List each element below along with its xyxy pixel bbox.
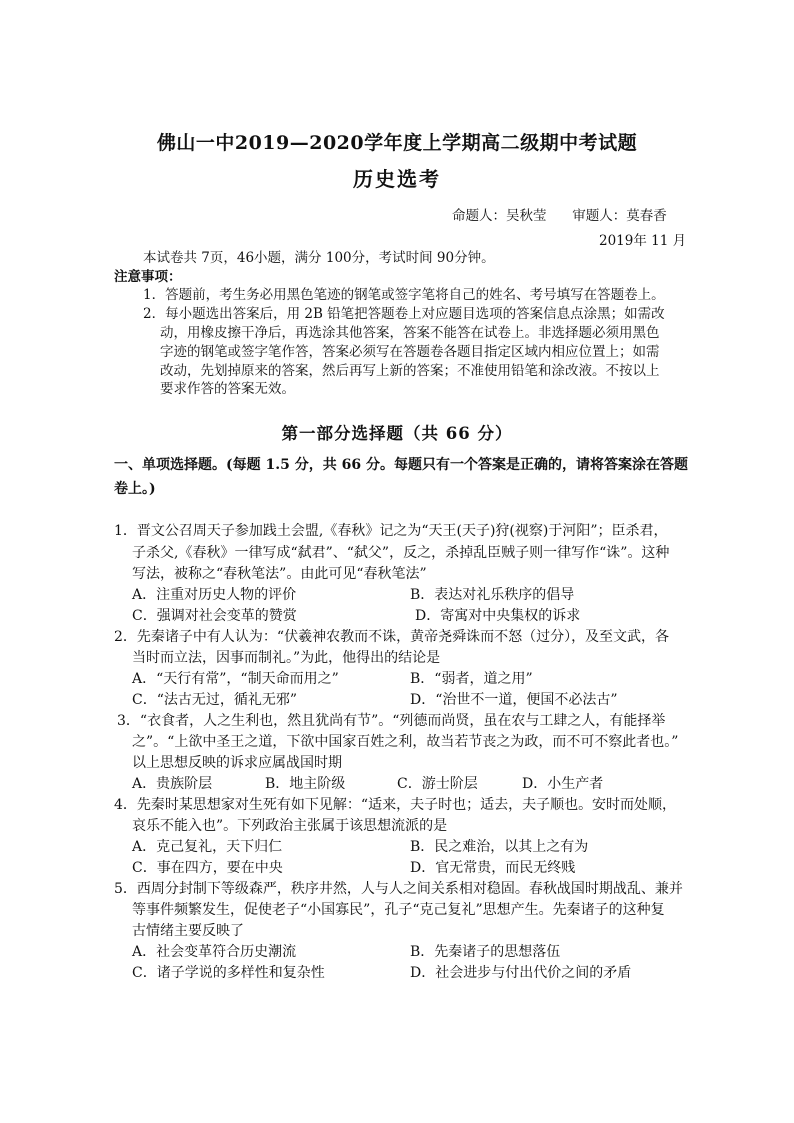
- q2-option-d: D．“治世不一道，便国不必法古”: [410, 692, 618, 708]
- q2-option-a: A．“天行有常”，“制天命而用之”: [132, 671, 339, 687]
- question-2-line: 当时而立法，因事而制礼。”为此，他得出的结论是: [132, 650, 441, 666]
- q3-option-a: A．贵族阶层: [132, 776, 213, 792]
- part-title: 第一部分选择题（共 66 分）: [281, 424, 513, 443]
- question-2-line: 2．先秦诸子中有人认为：“伏羲神农教而不诛，黄帝尧舜诛而不怒（过分），及至文武，各: [114, 629, 670, 645]
- question-3-line: 以上思想反映的诉求应属战国时期: [132, 755, 342, 771]
- notes-item-2-line: 字迹的钢笔或签字笔作答，答案必须写在答题卷各题目指定区域内相应位置上；如需: [160, 344, 660, 360]
- exam-title: 佛山一中2019—2020学年度上学期高二级期中考试题: [156, 132, 638, 154]
- q4-option-c: C．事在四方，要在中央: [132, 860, 283, 876]
- notes-item-2-line: 改动，先划掉原来的答案，然后再写上新的答案；不准使用铅笔和涂改液。不按以上: [160, 363, 660, 379]
- q3-option-b: B．地主阶级: [265, 776, 346, 792]
- question-5-line: 等事件频繁发生，促使老子“小国寡民”，孔子“克己复礼”思想产生。先秦诸子的这种复: [132, 902, 665, 918]
- q3-option-d: D．小生产者: [522, 776, 604, 792]
- q3-option-c: C．游士阶层: [397, 776, 478, 792]
- notes-item-2-line: 要求作答的答案无效。: [160, 381, 295, 397]
- q2-option-b: B．“弱者，道之用”: [410, 671, 533, 687]
- section-heading-line: 卷上。): [114, 481, 156, 497]
- question-5-line: 5．西周分封制下等级森严，秩序井然，人与人之间关系相对稳固。春秋战国时期战乱、兼并: [114, 881, 683, 897]
- q4-option-d: D．官无常贵，而民无终贱: [410, 860, 576, 876]
- exam-date: 2019年 11 月: [599, 233, 687, 249]
- q1-option-b: B．表达对礼乐秩序的倡导: [410, 587, 575, 603]
- q4-option-a: A．克己复礼，天下归仁: [132, 839, 283, 855]
- question-1-line: 写法，被称之“春秋笔法”。由此可见“春秋笔法”: [132, 566, 427, 582]
- question-4-line: 哀乐不能入也”。下列政治主张属于该思想流派的是: [132, 818, 448, 834]
- q1-option-c: C．强调对社会变革的赞赏: [132, 608, 297, 624]
- q5-option-b: B．先秦诸子的思想落伍: [410, 944, 561, 960]
- q5-option-d: D．社会进步与付出代价之间的矛盾: [410, 965, 632, 981]
- question-3-line: 3．“衣食者，人之生利也，然且犹尚有节”。“列德而尚贤，虽在农与工肆之人，有能择举: [117, 713, 666, 729]
- question-4-line: 4．先秦时某思想家对生死有如下见解：“适来，夫子时也；适去，夫子顺也。安时而处顺，: [114, 797, 677, 813]
- question-3-line: 之”。“上欲中圣王之道，下欲中国家百姓之利，故当若节丧之为政，而不可不察此者也。”: [132, 734, 679, 750]
- q4-option-b: B．民之难治，以其上之有为: [410, 839, 589, 855]
- q1-option-d: D．寄寓对中央集权的诉求: [415, 608, 581, 624]
- question-5-line: 古情绪主要反映了: [132, 923, 244, 939]
- q1-option-a: A．注重对历史人物的评价: [132, 587, 297, 603]
- question-1-line: 1．晋文公召周天子参加践土会盟,《春秋》记之为“天王(天子)狩(视察)于河阳”；臣杀君，: [114, 523, 668, 539]
- exam-intro: 本试卷共 7页，46小题，满分 100分，考试时间 90分钟。: [143, 250, 495, 266]
- q2-option-c: C．“法古无过，循礼无邪”: [132, 692, 298, 708]
- exam-authors: 命题人：吴秋莹 审题人：莫春香: [452, 208, 667, 224]
- q5-option-a: A．社会变革符合历史潮流: [132, 944, 297, 960]
- q5-option-c: C．诸子学说的多样性和复杂性: [132, 965, 325, 981]
- notes-item-2-line: 2．每小题选出答案后，用 2B 铅笔把答题卷上对应题目选项的答案信息点涂黑；如需改: [143, 306, 665, 322]
- notes-item-1: 1．答题前，考生务必用黑色笔迹的钢笔或签字笔将自己的姓名、考号填写在答题卷上。: [143, 287, 665, 303]
- question-1-line: 子杀父,《春秋》一律写成“弑君”、“弑父”，反之，杀掉乱臣贼子则一律写作“诛”。这种: [132, 545, 670, 561]
- notes-item-2-line: 动，用橡皮擦干净后，再选涂其他答案，答案不能答在试卷上。非选择题必须用黑色: [160, 325, 660, 341]
- notes-heading: 注意事项：: [114, 269, 182, 285]
- section-heading-line: 一、单项选择题。(每题 1.5 分，共 66 分。每题只有一个答案是正确的，请将答案涂在答题: [114, 457, 688, 473]
- exam-subtitle: 历史选考: [353, 167, 441, 191]
